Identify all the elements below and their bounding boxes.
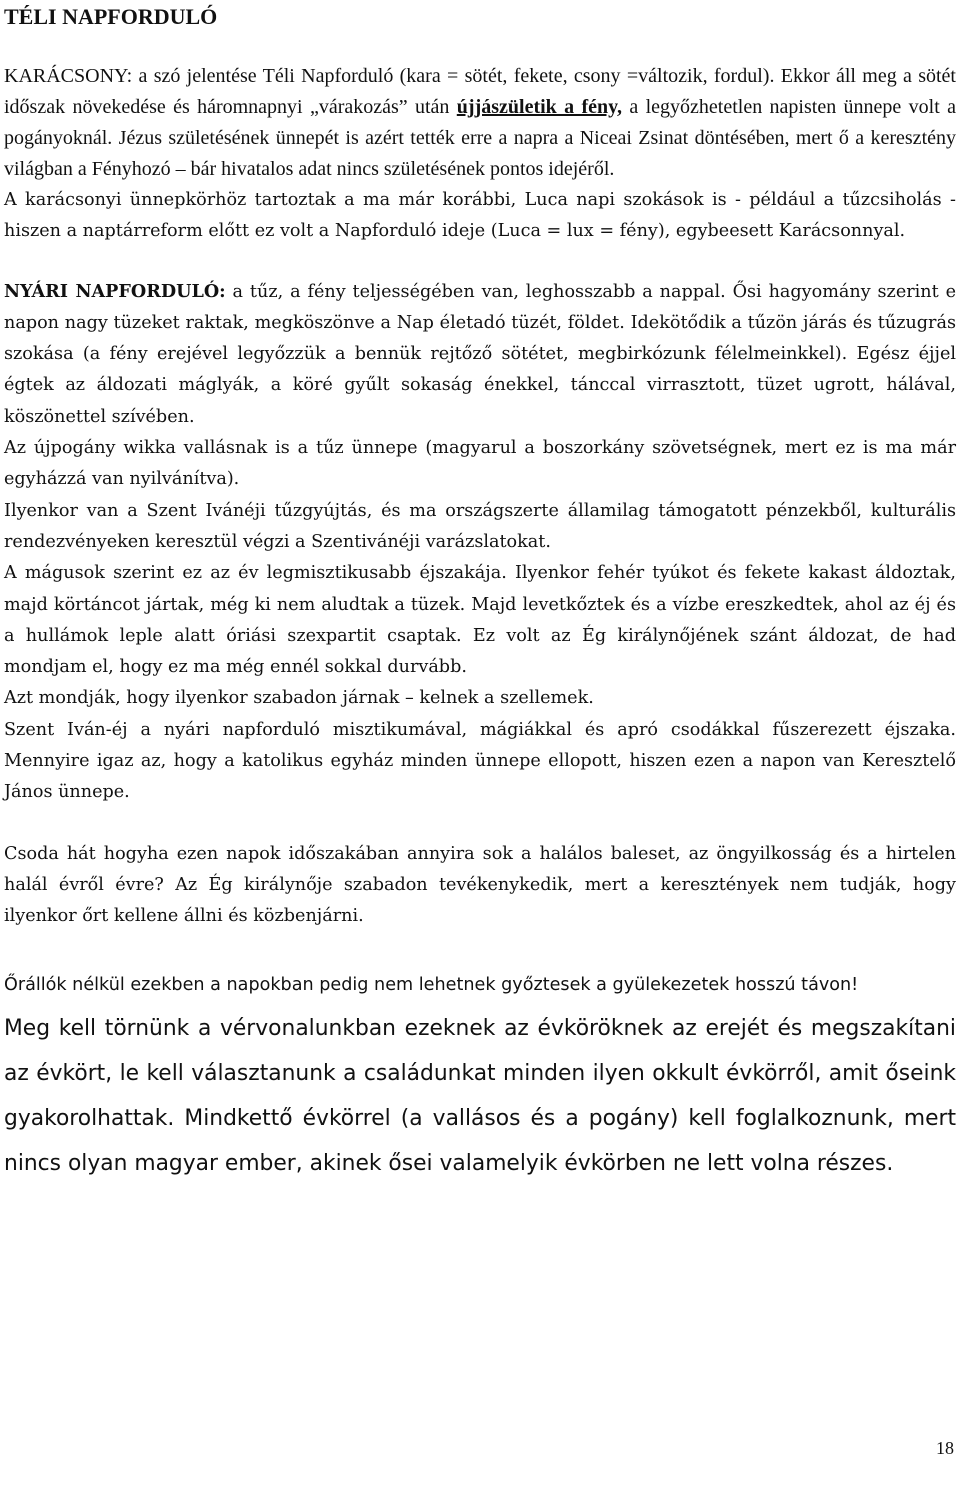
magus-paragraph: A mágusok szerint ez az év legmisztikusabb éjszakája. Ilyenkor fehér tyúkot és fekete kakast áldoztak, majd körtáncot jártak, még ki nem aludtak a tüzek. Majd levetkőztek és a vízbe ereszkedtek, ahol az éj és a hullámok leple alatt óriási szexpartit csaptak. Ez volt az Ég királynőjének szánt áldozat, de had mondjam el, hogy ez ma még ennél sokkal durvább. [4,563,956,678]
conclusion-paragraph: Csoda hát hogyha ezen napok időszakában annyira sok a halálos baleset, az öngyilkosság és a hirtelen halál évről évre? Az Ég királynője szabadon tevékenykedik, mert a keresztények nem tudják, hogy ilyenkor őrt kellene állni és közbenjárni. [4,843,956,927]
emphasis-rebirth-of-light: újjászületik a fény, [456,96,623,118]
summer-text: a tűz, a fény teljességében van, leghosszabb a nappal. Ősi hagyomány szerint e napon nagy tüzeket raktak, megköszönve a Nap életadó tüzét, földet. Idekötődik a tűzön járás és tűzugrás szokása (a fény erejével legyőzzük a bennük rejtőző sötétet, megbirkózunk félelmeinkkel). Egész éjjel égtek az áldozati máglyák, a köré gyűlt sokaság énekkel, tánccal virrasztott, tüzet ugrott, hálával, köszönettel szívében. [4,281,956,427]
call-paragraph: Meg kell törnünk a vérvonalunkban ezeknek az évköröknek az erejét és megszakítani az évkört, le kell választanunk a családunkat minden ilyen okkult évkörről, amit őseink gyakorolhattak. Mindkettő évkörrel (a vallásos és a pogány) kell foglalkoznunk, mert nincs olyan magyar ember, akinek ősei valamelyik évkörben ne lett volna részes. [4,1015,956,1176]
szent-ivan-paragraph: Ilyenkor van a Szent Ivánéji tűzgyújtás, és ma országszerte államilag támogatott pénzekből, kulturális rendezvényeken keresztül végzi a Szentivánéji varázslatokat. [4,500,956,552]
summer-paragraph [4,276,956,433]
document-page [4,0,956,1186]
winter-paragraph [4,61,956,185]
szent-ivan-night-paragraph: Szent Iván-éj a nyári napforduló misztikumával, mágiákkal és apró csodákkal fűszerezett éjszaka. Mennyire igaz az, hogy a katolikus egyház minden ünnepe ellopott, hiszen ezen a napon van Keresztelő János ünnepe. [4,719,956,803]
page-number: 18 [936,1438,954,1458]
guardians-paragraph: Őrállók nélkül ezekben a napokban pedig nem lehetnek győztesek a gyülekezetek hosszú távon! [4,974,859,995]
summer-heading: NYÁRI NAPFORDULÓ: [4,280,226,302]
luca-paragraph: A karácsonyi ünnepkörhöz tartoztak a ma már korábbi, Luca napi szokások is - például a tűzcsiholás - hiszen a naptárreform előtt ez volt a Napforduló ideje (Luca = lux = fény), egybeesett Karácsonnyal. [4,190,956,242]
wicca-paragraph: Az újpogány wikka vallásnak is a tűz ünnepe (magyarul a boszorkány szövetségnek, mert ez is ma már egyházzá van nyilvánítva). [4,438,956,490]
winter-text-2: a legyőzhetetlen napisten ünnepe volt a pogányoknál. Jézus születésének ünnepét is azért tették erre a napra a Niceai Zsinat döntésében, mert ő a keresztény világban a Fényhozó – bár hivatalos adat nincs születésének pontos idejéről. [4,96,956,180]
spirits-paragraph: Azt mondják, hogy ilyenkor szabadon járnak – kelnek a szellemek. [4,688,594,709]
winter-text-1: KARÁCSONY: a szó jelentése Téli Napforduló (kara = sötét, fekete, csony =változik, fordul). Ekkor áll meg a sötét időszak növekedése és háromnapnyi „várakozás” után [4,65,956,118]
page-title: TÉLI NAPFORDULÓ [4,4,218,29]
